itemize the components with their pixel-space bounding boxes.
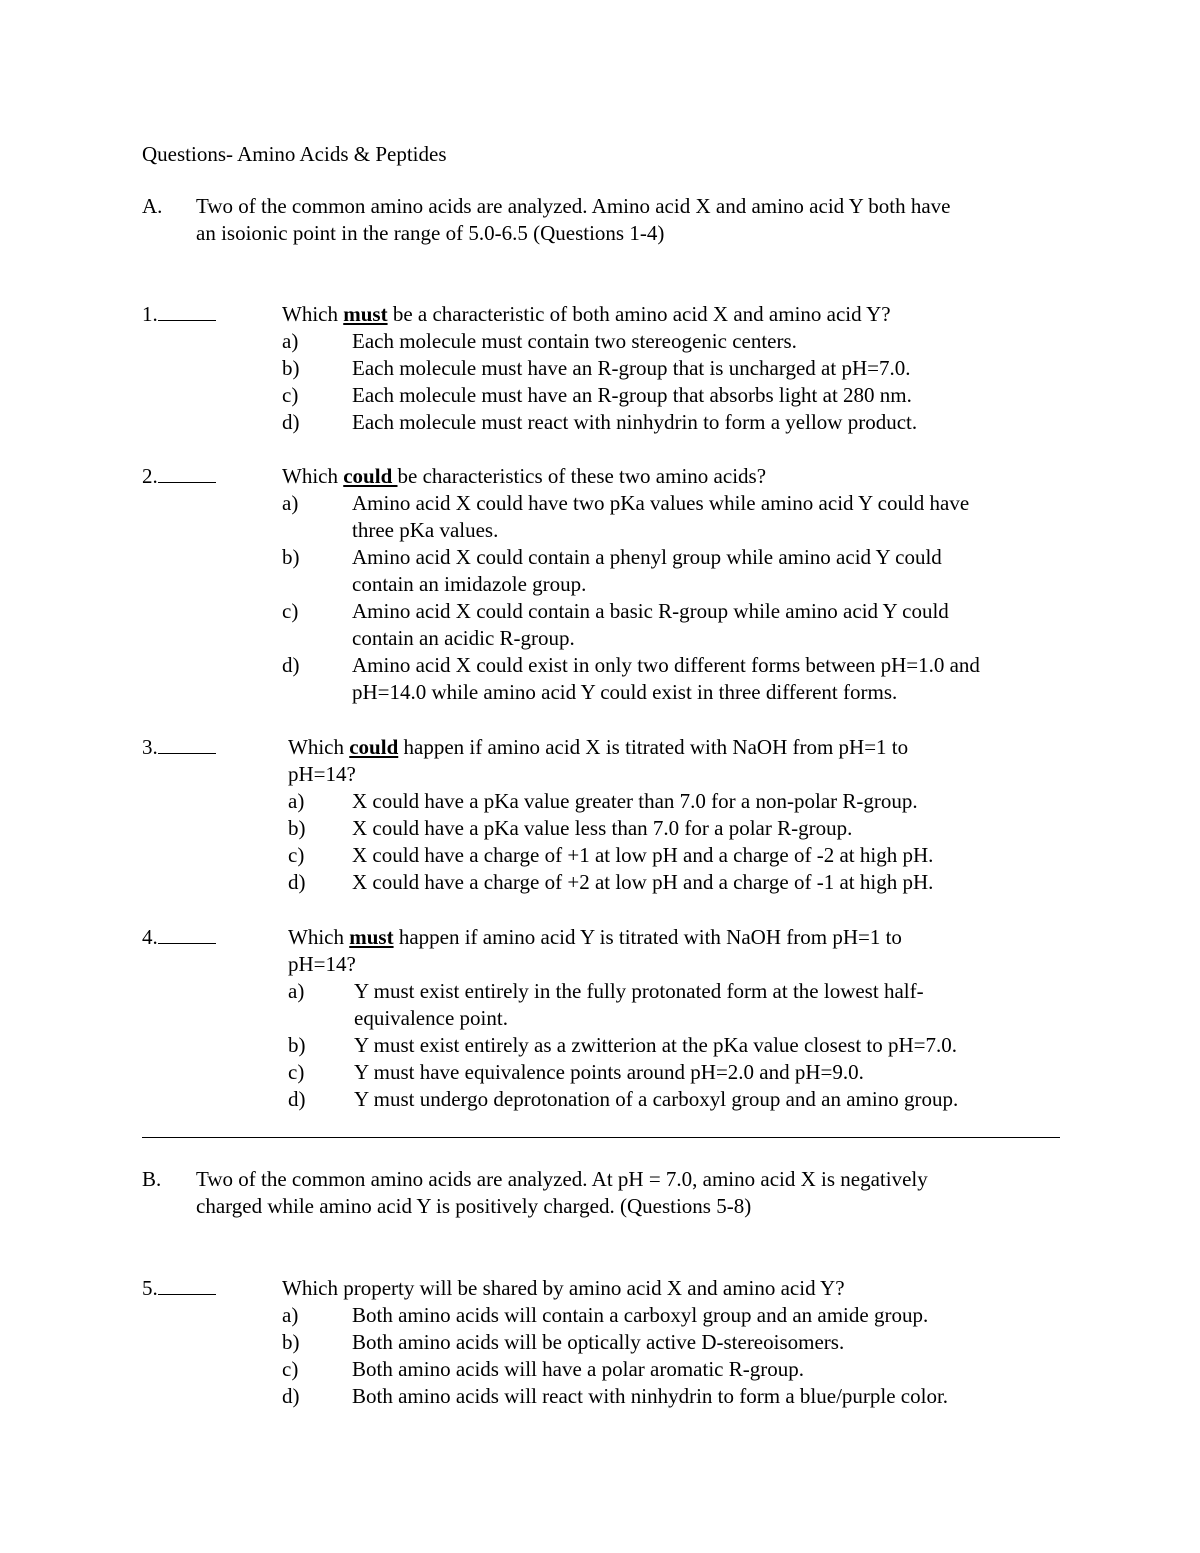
section-b-label: B. [142,1167,162,1191]
q2-option-d-letter: d) [282,653,300,677]
section-a-text-line-2: an isoionic point in the range of 5.0-6.5 (Questions 1-4) [196,221,665,245]
answer-blank-4[interactable] [158,925,216,944]
q5-option-d-text: Both amino acids will react with ninhydrin to form a blue/purple color. [352,1384,949,1408]
question-1-stem: Which must be a characteristic of both amino acid X and amino acid Y? [282,302,891,326]
q4-option-a-text-cont: equivalence point. [354,1006,508,1030]
question-3-stem-cont: pH=14? [288,762,356,786]
q2-option-d-text: Amino acid X could exist in only two different forms between pH=1.0 and [352,653,980,677]
q1-option-b-text: Each molecule must have an R-group that is uncharged at pH=7.0. [352,356,911,380]
q4-option-b-letter: b) [288,1033,306,1057]
question-5-stem: Which property will be shared by amino acid X and amino acid Y? [282,1276,845,1300]
q1-option-a-text: Each molecule must contain two stereogenic centers. [352,329,797,353]
keyword-could: could [349,735,399,759]
q2-option-b-text-cont: contain an imidazole group. [352,572,587,596]
q2-option-a-text-cont: three pKa values. [352,518,499,542]
question-4-stem: Which must happen if amino acid Y is titrated with NaOH from pH=1 to [288,925,902,949]
section-b-text-line-1: Two of the common amino acids are analyzed. At pH = 7.0, amino acid X is negatively [196,1167,928,1191]
q1-option-c-text: Each molecule must have an R-group that absorbs light at 280 nm. [352,383,912,407]
q4-option-a-text: Y must exist entirely in the fully protonated form at the lowest half- [354,979,924,1003]
answer-blank-5[interactable] [158,1276,216,1295]
q3-option-c-letter: c) [288,843,305,867]
q1-option-c-letter: c) [282,383,299,407]
q5-option-b-letter: b) [282,1330,300,1354]
section-divider [142,1137,1060,1138]
q2-option-b-letter: b) [282,545,300,569]
question-3-number: 3. [142,734,216,761]
section-a-label: A. [142,194,163,218]
q2-option-c-text: Amino acid X could contain a basic R-group while amino acid Y could [352,599,949,623]
q1-option-d-letter: d) [282,410,300,434]
q5-option-a-letter: a) [282,1303,299,1327]
answer-blank-2[interactable] [158,464,216,483]
page-title: Questions- Amino Acids & Peptides [142,142,447,166]
q4-option-b-text: Y must exist entirely as a zwitterion at the pKa value closest to pH=7.0. [354,1033,958,1057]
q5-option-c-text: Both amino acids will have a polar aromatic R-group. [352,1357,804,1381]
q3-option-c-text: X could have a charge of +1 at low pH and a charge of -2 at high pH. [352,843,934,867]
q3-option-d-letter: d) [288,870,306,894]
q1-option-a-letter: a) [282,329,299,353]
q5-option-b-text: Both amino acids will be optically active D-stereoisomers. [352,1330,845,1354]
q2-option-a-letter: a) [282,491,299,515]
q4-option-d-letter: d) [288,1087,306,1111]
q2-option-c-text-cont: contain an acidic R-group. [352,626,575,650]
q2-option-c-letter: c) [282,599,299,623]
q3-option-b-text: X could have a pKa value less than 7.0 for a polar R-group. [352,816,853,840]
q2-option-b-text: Amino acid X could contain a phenyl group while amino acid Y could [352,545,942,569]
q5-option-a-text: Both amino acids will contain a carboxyl group and an amide group. [352,1303,929,1327]
answer-blank-1[interactable] [158,302,216,321]
q5-option-d-letter: d) [282,1384,300,1408]
keyword-could: could [343,464,398,488]
q3-option-d-text: X could have a charge of +2 at low pH and a charge of -1 at high pH. [352,870,934,894]
q4-option-a-letter: a) [288,979,305,1003]
q3-option-b-letter: b) [288,816,306,840]
q4-option-d-text: Y must undergo deprotonation of a carboxyl group and an amino group. [354,1087,959,1111]
keyword-must: must [343,302,388,326]
q2-option-a-text: Amino acid X could have two pKa values while amino acid Y could have [352,491,970,515]
question-5-number: 5. [142,1275,216,1302]
question-4-stem-cont: pH=14? [288,952,356,976]
question-2-number: 2. [142,463,216,490]
answer-blank-3[interactable] [158,735,216,754]
question-3-stem: Which could happen if amino acid X is titrated with NaOH from pH=1 to [288,735,909,759]
q1-option-b-letter: b) [282,356,300,380]
q3-option-a-letter: a) [288,789,305,813]
question-1-number: 1. [142,301,216,328]
question-2-stem: Which could be characteristics of these two amino acids? [282,464,767,488]
q1-option-d-text: Each molecule must react with ninhydrin to form a yellow product. [352,410,918,434]
q5-option-c-letter: c) [282,1357,299,1381]
question-4-number: 4. [142,924,216,951]
keyword-must: must [349,925,394,949]
section-a-text-line-1: Two of the common amino acids are analyzed. Amino acid X and amino acid Y both have [196,194,951,218]
q3-option-a-text: X could have a pKa value greater than 7.0 for a non-polar R-group. [352,789,918,813]
section-b-text-line-2: charged while amino acid Y is positively charged. (Questions 5-8) [196,1194,752,1218]
q2-option-d-text-cont: pH=14.0 while amino acid Y could exist in three different forms. [352,680,898,704]
q4-option-c-letter: c) [288,1060,305,1084]
q4-option-c-text: Y must have equivalence points around pH=2.0 and pH=9.0. [354,1060,864,1084]
